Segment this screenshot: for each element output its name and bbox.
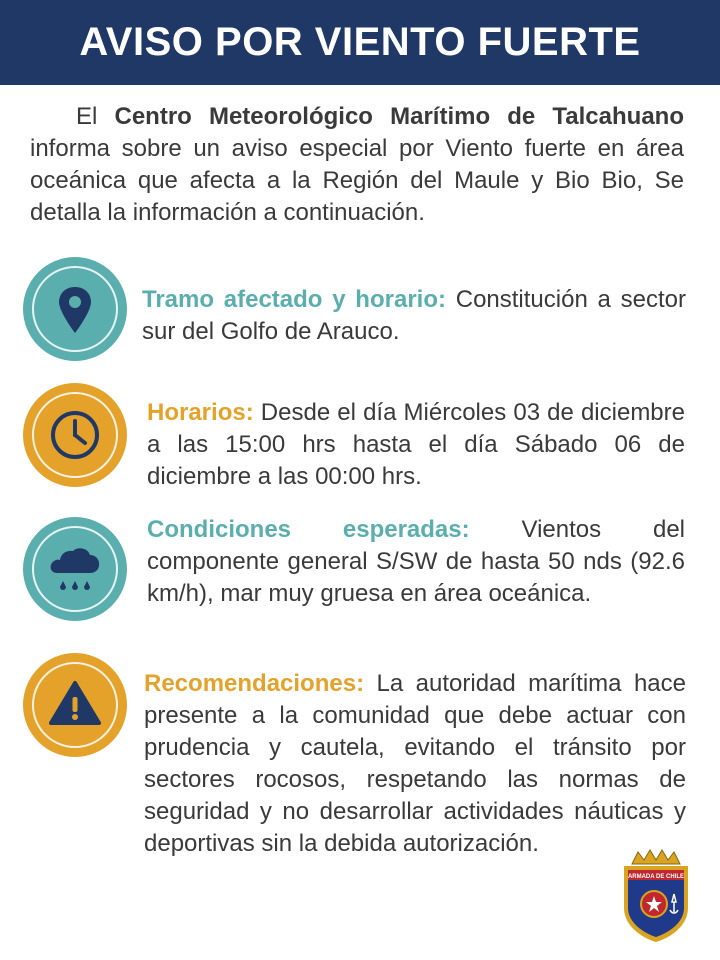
item-route-label: Tramo afectado y horario: (142, 286, 446, 313)
schedule-badge (23, 383, 127, 487)
intro-prefix: El (76, 103, 115, 130)
intro-paragraph (30, 101, 684, 229)
navy-seal-logo (620, 846, 692, 944)
item-conditions (147, 514, 685, 610)
item-recommendations-text: La autoridad marítima hace presente a la comunidad que debe actuar con prudencia y cautela, evitando el tránsito por sectores rocosos, respetando las normas de seguridad y no desarrollar actividades náuticas y deportivas sin la debida autorización. (144, 670, 686, 857)
item-route (142, 284, 686, 348)
intro-organization: Centro Meteorológico Marítimo de Talcahuano (114, 103, 684, 130)
item-recommendations-label: Recomendaciones: (144, 670, 365, 697)
item-schedule-text: Desde el día Miércoles 03 de diciembre a las 15:00 hrs hasta el día Sábado 06 de diciembre a las 00:00 hrs. (147, 399, 685, 490)
conditions-badge (23, 517, 127, 621)
rain-cloud-icon (23, 517, 127, 621)
header-banner (0, 0, 720, 85)
item-schedule-label: Horarios: (147, 399, 254, 426)
item-conditions-label: Condiciones esperadas: (147, 516, 470, 543)
svg-text:ARMADA DE CHILE: ARMADA DE CHILE (627, 874, 685, 880)
item-schedule (147, 397, 685, 493)
item-route-text: Constitución a sector sur del Golfo de Arauco. (142, 286, 686, 345)
warning-icon (23, 653, 127, 757)
clock-icon (23, 383, 127, 487)
recommendations-badge (23, 653, 127, 757)
item-recommendations (144, 668, 686, 860)
page-title: AVISO POR VIENTO FUERTE (79, 20, 641, 64)
intro-text: informa sobre un aviso especial por Viento fuerte en área oceánica que afecta a la Región del Maule y Bio Bio, Se detalla la información a continuación. (30, 135, 684, 226)
location-badge (23, 257, 127, 361)
item-conditions-text: Vientos del componente general S/SW de hasta 50 nds (92.6 km/h), mar muy gruesa en área oceánica. (147, 516, 686, 607)
map-pin-icon (23, 257, 127, 361)
